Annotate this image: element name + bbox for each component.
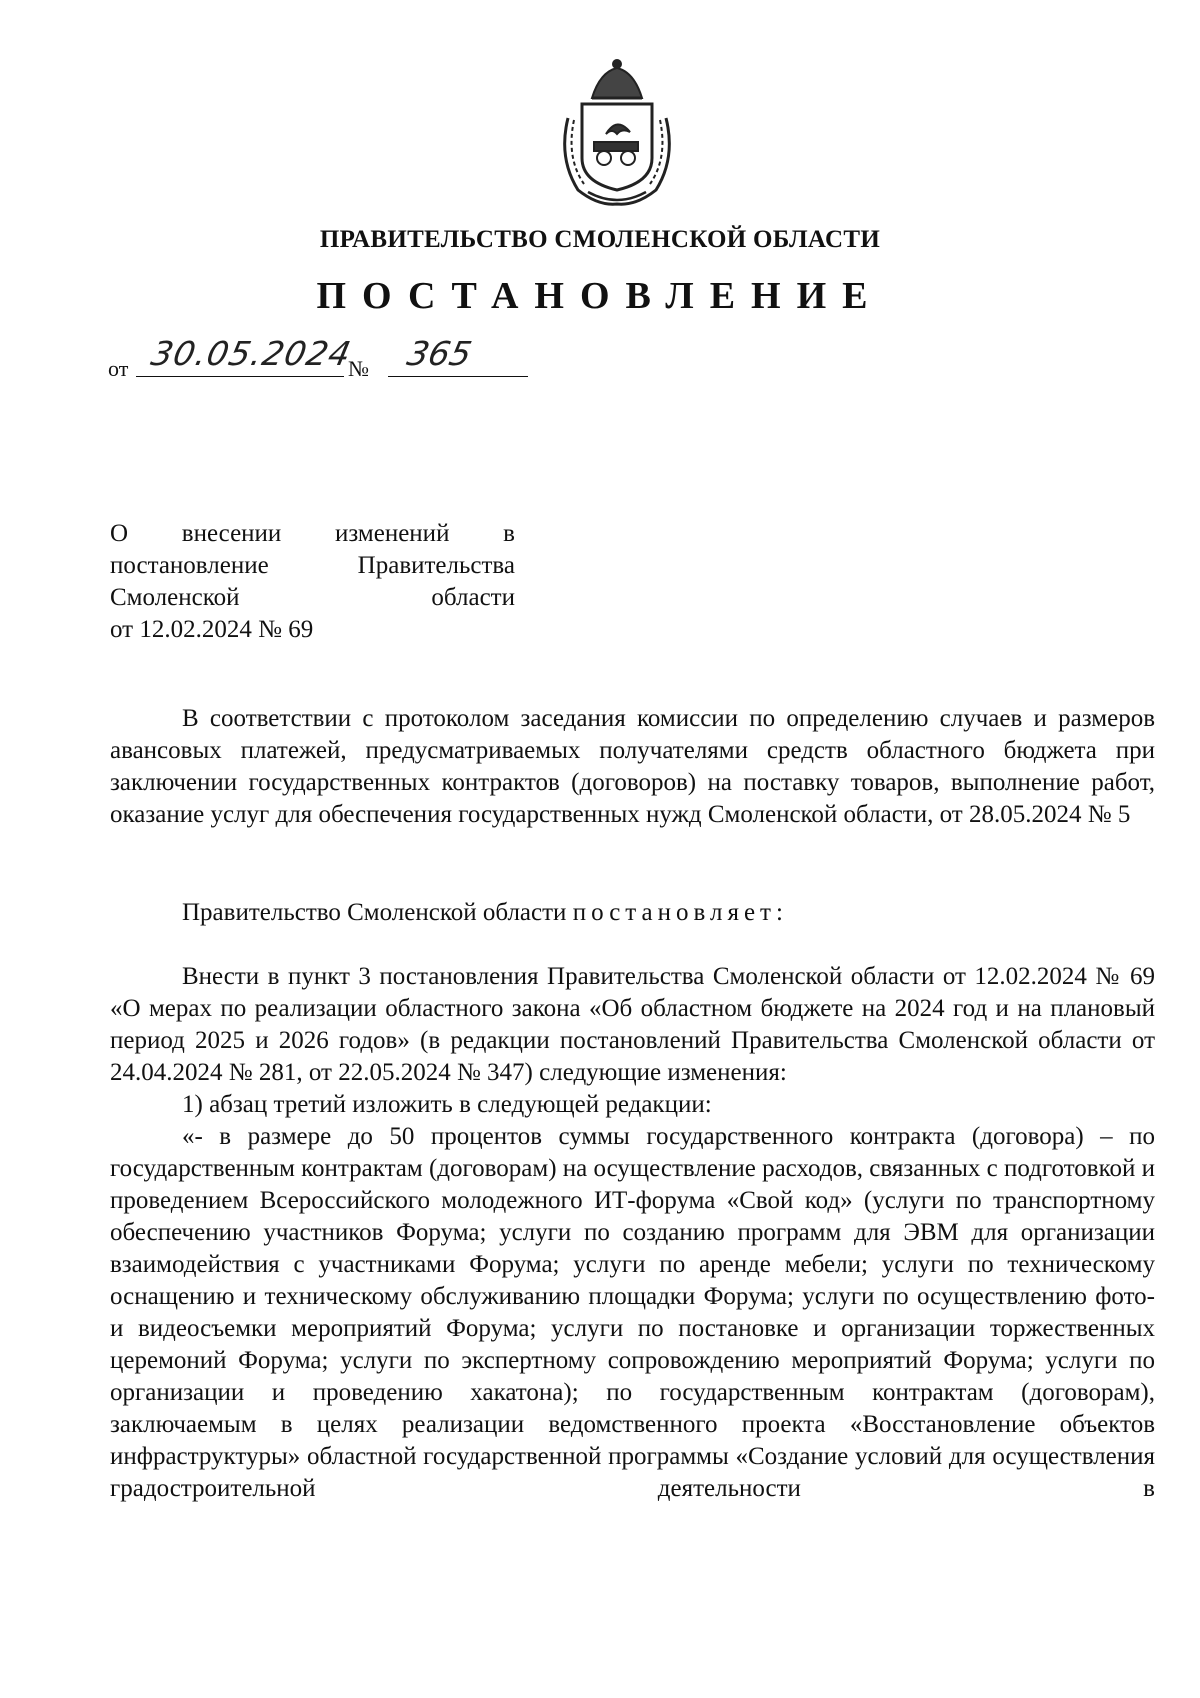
subject-word: О — [110, 520, 129, 547]
handwritten-number: 365 — [403, 334, 476, 373]
item-1-paragraph: 1) абзац третий изложить в следующей редакции: — [182, 1091, 712, 1118]
amendments-block — [110, 961, 1155, 1505]
resolution-block — [110, 897, 1155, 929]
subject-line-1 — [110, 518, 515, 550]
resolution-prefix: Правительство Смоленской области — [182, 899, 573, 926]
number-label: № — [348, 356, 369, 381]
document-type-title: ПОСТАНОВЛЕНИЕ — [316, 275, 884, 317]
subject-line-3 — [110, 582, 515, 614]
date-underline — [136, 376, 344, 377]
date-label: от — [108, 356, 129, 381]
subject-word: постановление — [110, 552, 269, 579]
subject-word: внесении — [181, 520, 282, 547]
subject-word: области — [431, 584, 515, 611]
resolution-word: постановляет: — [572, 899, 788, 926]
coat-of-arms-emblem — [548, 58, 686, 208]
subject-word: Правительства — [357, 552, 515, 579]
subject-word: Смоленской — [110, 584, 240, 611]
resolution-line — [110, 897, 1155, 929]
preamble-block — [110, 703, 1155, 831]
number-underline — [388, 376, 528, 377]
subject-word: от 12.02.2024 № 69 — [110, 616, 314, 643]
subject-word: в — [503, 520, 515, 547]
preamble-paragraph: В соответствии с протоколом заседания комиссии по определению случаев и размеров авансовых платежей, предусматриваемых получателями средств областного бюджета при заключении государственных контрактов (договоров) на поставку товаров, выполнение работ, оказание услуг для обеспечения государственных нужд Смоленской области, от 28.05.2024 № 5 — [110, 705, 1155, 828]
government-name: ПРАВИТЕЛЬСТВО СМОЛЕНСКОЙ ОБЛАСТИ — [319, 226, 881, 253]
subject-line-2 — [110, 550, 515, 582]
quoted-paragraph: «- в размере до 50 процентов суммы государственного контракта (договора) – по государственным контрактам (договорам) на осуществление расходов, связанных с подготовкой и проведением Всероссийского молодежного ИТ-форума «Свой код» (услуги по транспортному обеспечению участников Форума; услуги по созданию программ для ЭВМ для организации взаимодействия с участниками Форума; услуги по аренде мебели; услуги по техническому оснащению и техническому обслуживанию площадки Форума; услуги по осуществлению фото- и видеосъемки мероприятий Форума; услуги по постановке и организации торжественных церемоний Форума; услуги по экспертному сопровождению мероприятий Форума; услуги по организации и проведению хакатона); по государственным контрактам (договорам), заключаемым в целях реализации ведомственного проекта «Восстановление объектов инфраструктуры» областной государственной программы «Создание условий для осуществления градостроительной деятельности в — [110, 1123, 1155, 1502]
handwritten-date: 30.05.2024 — [147, 334, 356, 373]
subject-word: изменений — [335, 520, 450, 547]
document-subject — [110, 518, 515, 646]
main-paragraph: Внести в пункт 3 постановления Правительства Смоленской области от 12.02.2024 № 69 «О мерах по реализации областного закона «Об областном бюджете на 2024 год и на плановый период 2025 и 2026 годов» (в редакции постановлений Правительства Смоленской области от 24.04.2024 № 281, от 22.05.2024 № 347) следующие изменения: — [110, 963, 1155, 1086]
subject-line-4 — [110, 614, 515, 646]
